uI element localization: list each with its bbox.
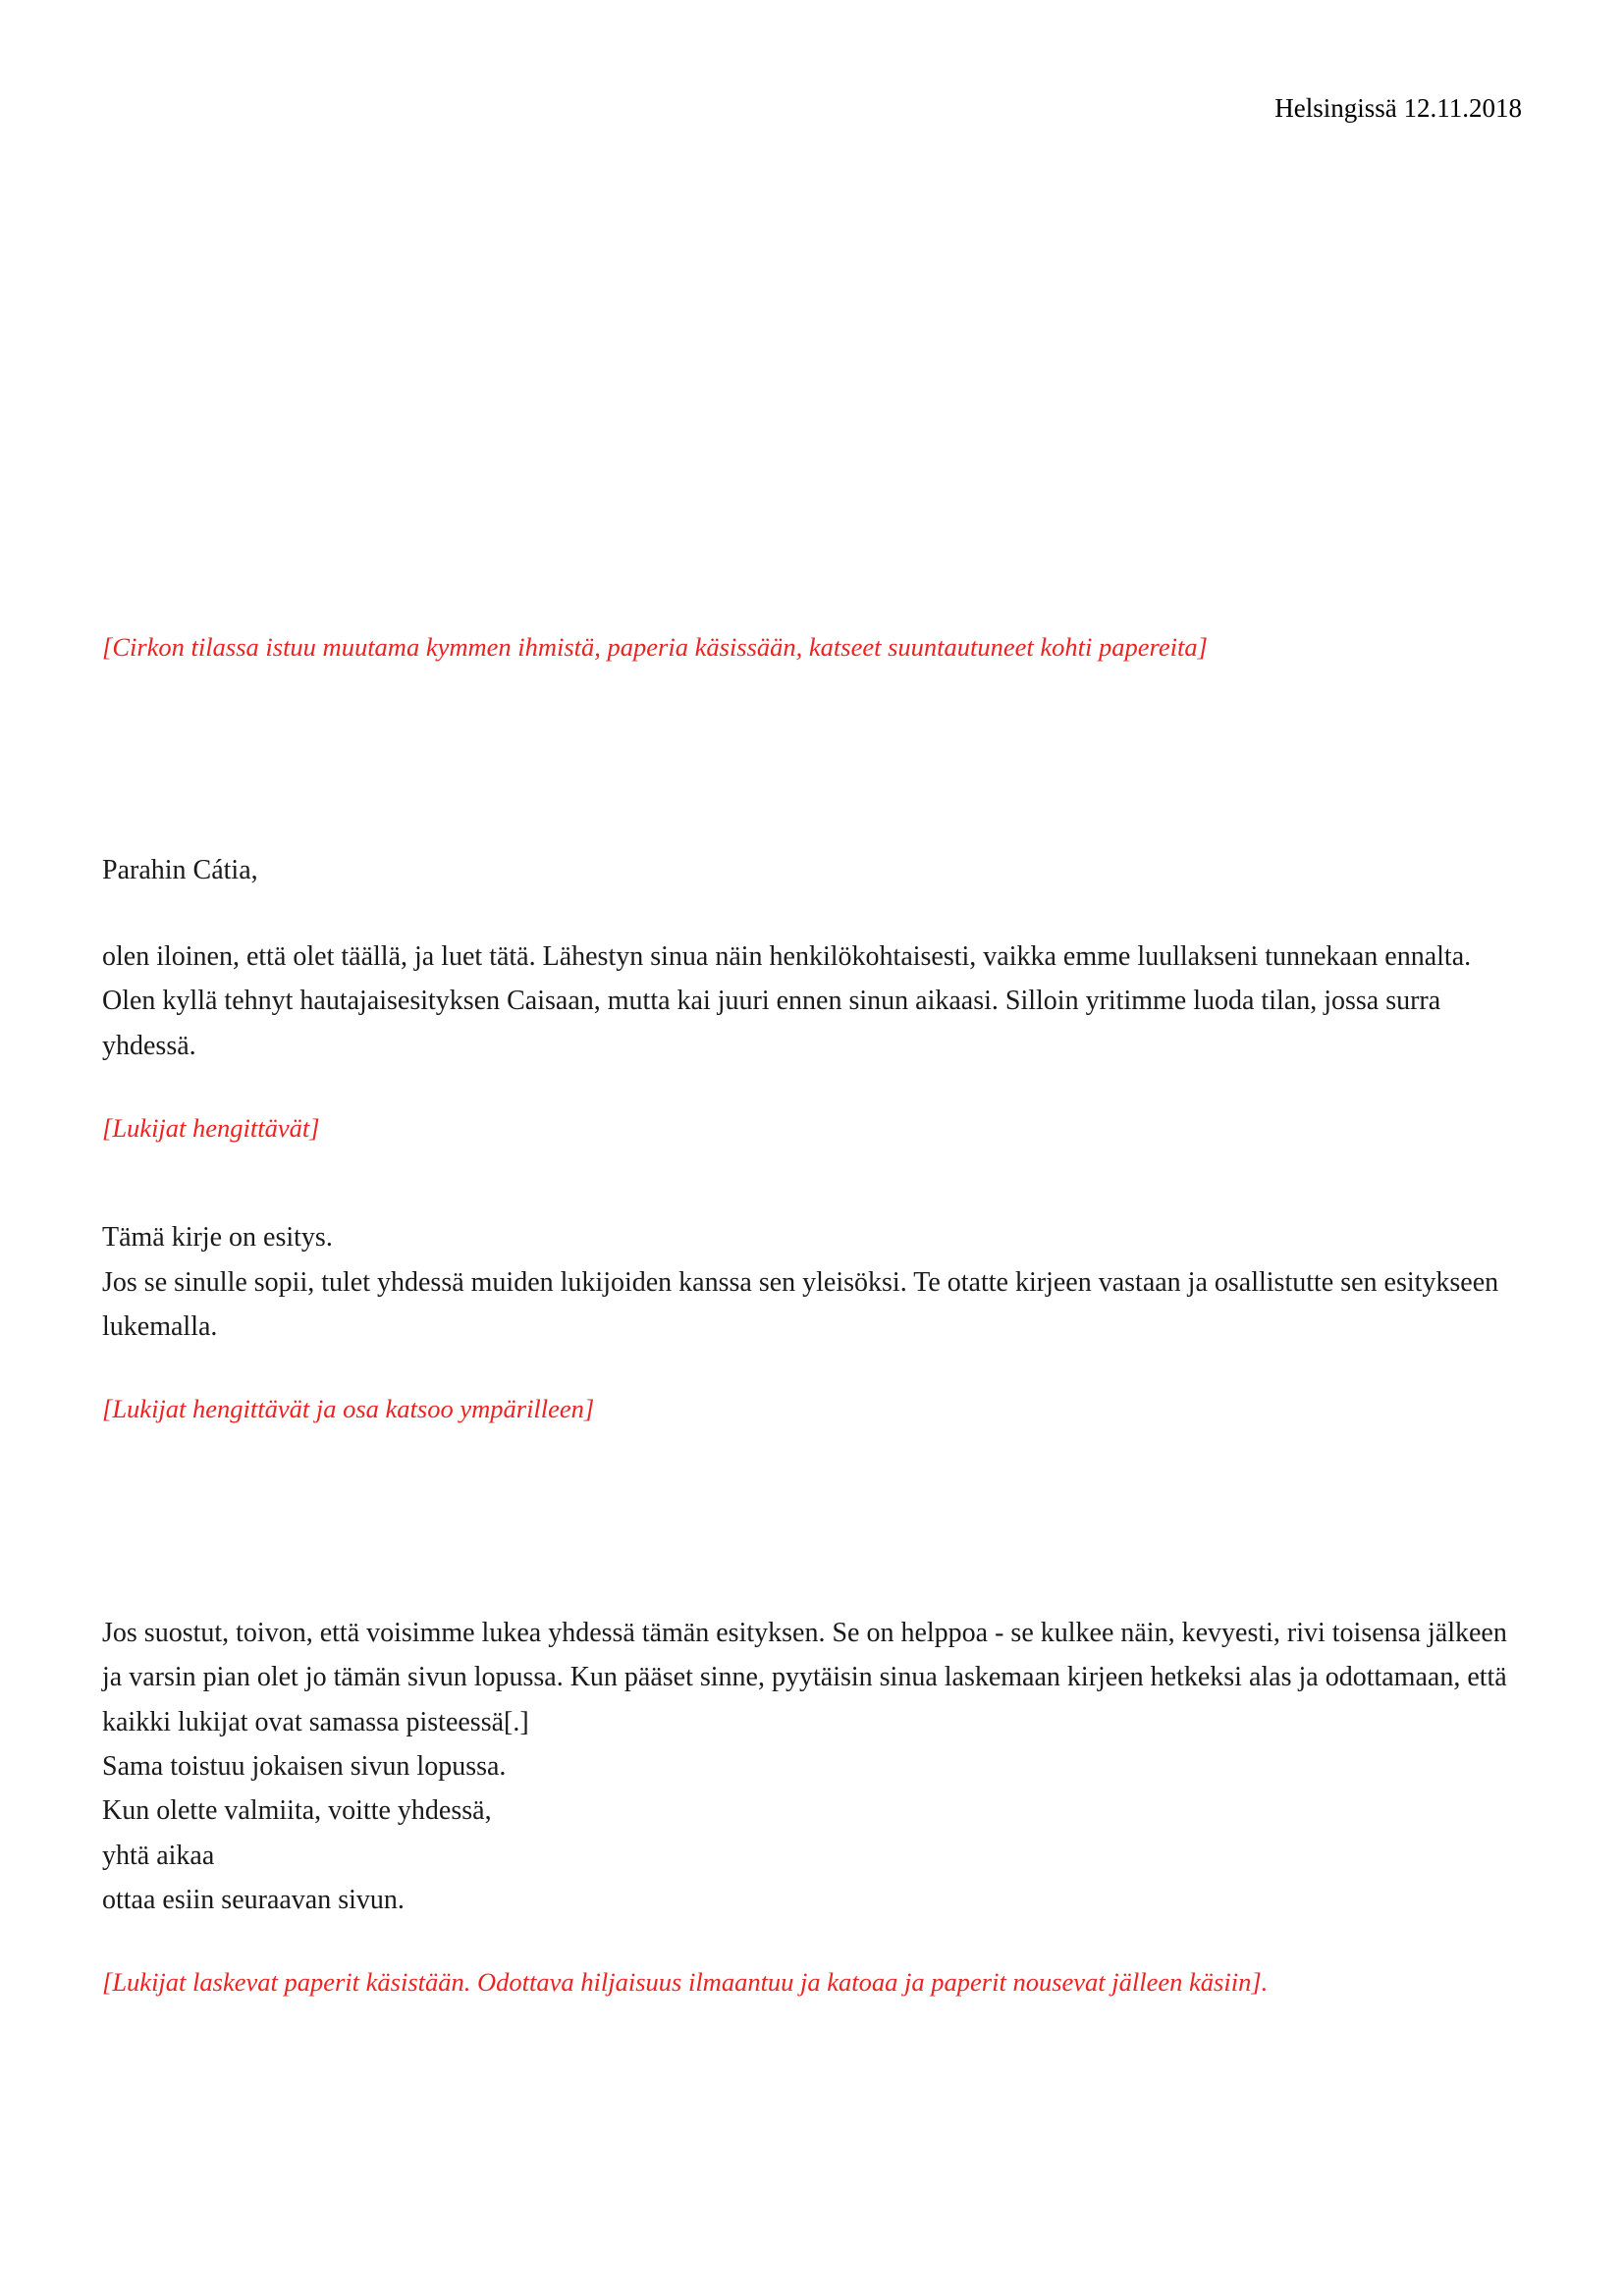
- paragraph-3-line-3: Kun olette valmiita, voitte yhdessä,: [102, 1795, 492, 1827]
- paragraph-1: olen iloinen, että olet täällä, ja luet tätä. Lähestyn sinua näin henkilökohtaisesti, vaikka emme luullakseni tunnekaan ennalta. Olen kyllä tehnyt hautajaisesityksen Caisaan, mutta kai juuri ennen sinun aikaasi. Silloin yritimme luoda tilan, jossa surra yhdessä.: [102, 940, 1472, 1061]
- spacer: [102, 1349, 1522, 1390]
- letter-body: [102, 628, 1522, 2002]
- spacer: [102, 666, 1522, 848]
- stage-direction-3: [Lukijat hengittävät ja osa katsoo ympärilleen]: [102, 1394, 595, 1424]
- paragraph-3-main: Jos suostut, toivon, että voisimme lukea yhdessä tämän esityksen. Se on helppoa - se kulkee näin, kevyesti, rivi toisensa jälkeen ja varsin pian olet jo tämän sivun lopussa. Kun pääset sinne, pyytäisin sinua laskemaan kirjeen hetkeksi alas ja odottamaan, että kaikki lukijat ovat samassa pisteessä[.]: [102, 1617, 1507, 1737]
- paragraph-3-line-2: Sama toistuu jokaisen sivun lopussa.: [102, 1750, 507, 1782]
- spacer: [102, 1922, 1522, 1963]
- date-line: Helsingissä 12.11.2018: [1274, 93, 1522, 123]
- stage-direction-2: [Lukijat hengittävät]: [102, 1112, 320, 1143]
- paragraph-3-line-5: ottaa esiin seuraavan sivun.: [102, 1884, 405, 1915]
- paragraph-3-line-4: yhtä aikaa: [102, 1840, 215, 1871]
- spacer: [102, 1428, 1522, 1611]
- spacer: [102, 1147, 1522, 1215]
- paragraph-2-line-1: Tämä kirje on esitys.: [102, 1222, 333, 1254]
- spacer: [102, 893, 1522, 934]
- paragraph-3: [102, 1611, 1522, 1923]
- stage-direction-4: [Lukijat laskevat paperit käsistään. Odottava hiljaisuus ilmaantuu ja katoaa ja paperit nousevat jälleen käsiin].: [102, 1967, 1269, 1998]
- salutation: Parahin Cátia,: [102, 855, 258, 886]
- spacer: [102, 1068, 1522, 1109]
- paragraph-2: [102, 1215, 1522, 1349]
- paragraph-2-line-2: Jos se sinulle sopii, tulet yhdessä muiden lukijoiden kanssa sen yleisöksi. Te otatte kirjeen vastaan ja osallistutte sen esitykseen lukemalla.: [102, 1266, 1499, 1342]
- stage-direction-1: [Cirkon tilassa istuu muutama kymmen ihmistä, paperia käsissään, katseet suuntautuneet kohti papereita]: [102, 632, 1208, 662]
